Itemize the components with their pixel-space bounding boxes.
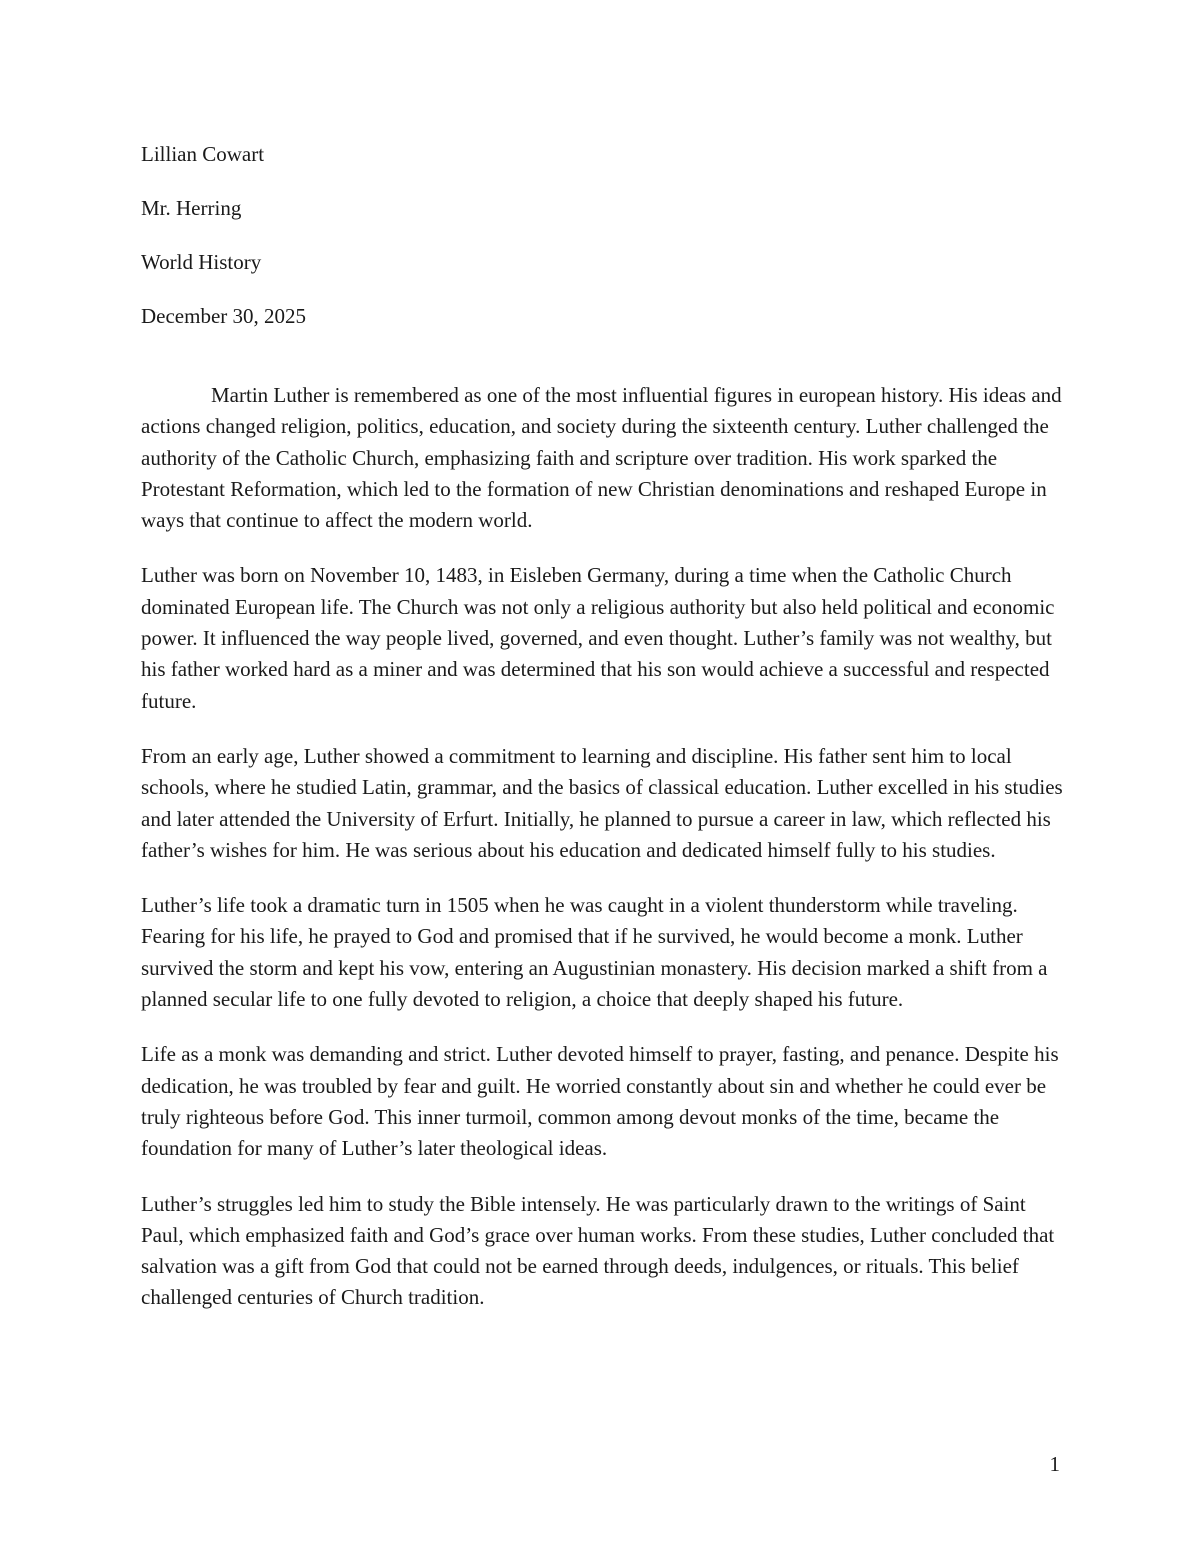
paragraph: From an early age, Luther showed a commitment to learning and discipline. His father sent him to local schools, where he studied Latin, grammar, and the basics of classical education. Luther excelled in his studies and later attended the University of Erfurt. Initially, he planned to pursue a career in law, which reflected his father’s wishes for him. He was serious about his education and dedicated himself fully to his studies. [141,743,1063,862]
course-name: World History [141,250,262,274]
paragraph: Martin Luther is remembered as one of the most influential figures in european history. His ideas and actions changed religion, politics, education, and society during the sixteenth century. Luther challenged the authority of the Catholic Church, emphasizing faith and scripture over tradition. His work sparked the Protestant Reformation, which led to the formation of new Christian denominations and reshaped Europe in ways that continue to affect the modern world. [141,383,1062,533]
author-name: Lillian Cowart [141,142,265,166]
paragraph: Luther was born on November 10, 1483, in Eisleben Germany, during a time when the Catholic Church dominated European life. The Church was not only a religious authority but also held political and economic power. It influenced the way people lived, governed, and even thought. Luther’s family was not wealthy, but his father worked hard as a miner and was determined that his son would achieve a successful and respected future. [141,563,1055,713]
mla-heading [141,141,1061,357]
essay-date: December 30, 2025 [141,304,307,328]
essay-body [141,380,1071,1338]
paragraph: Luther’s struggles led him to study the Bible intensely. He was particularly drawn to the writings of Saint Paul, which emphasized faith and God’s grace over human works. From these studies, Luther concluded that salvation was a gift from God that could not be earned through deeds, indulgences, or rituals. This belief challenged centuries of Church tradition. [141,1191,1055,1310]
page-number: 1 [1049,1452,1060,1476]
paragraph: Life as a monk was demanding and strict. Luther devoted himself to prayer, fasting, and penance. Despite his dedication, he was troubled by fear and guilt. He worried constantly about sin and whether he could ever be truly righteous before God. This inner turmoil, common among devout monks of the time, became the foundation for many of Luther’s later theological ideas. [141,1042,1059,1161]
paragraph: Luther’s life took a dramatic turn in 1505 when he was caught in a violent thunderstorm while traveling. Fearing for his life, he prayed to God and promised that if he survived, he would become a monk. Luther survived the storm and kept his vow, entering an Augustinian monastery. His decision marked a shift from a planned secular life to one fully devoted to religion, a choice that deeply shaped his future. [141,893,1048,1012]
teacher-name: Mr. Herring [141,196,242,220]
